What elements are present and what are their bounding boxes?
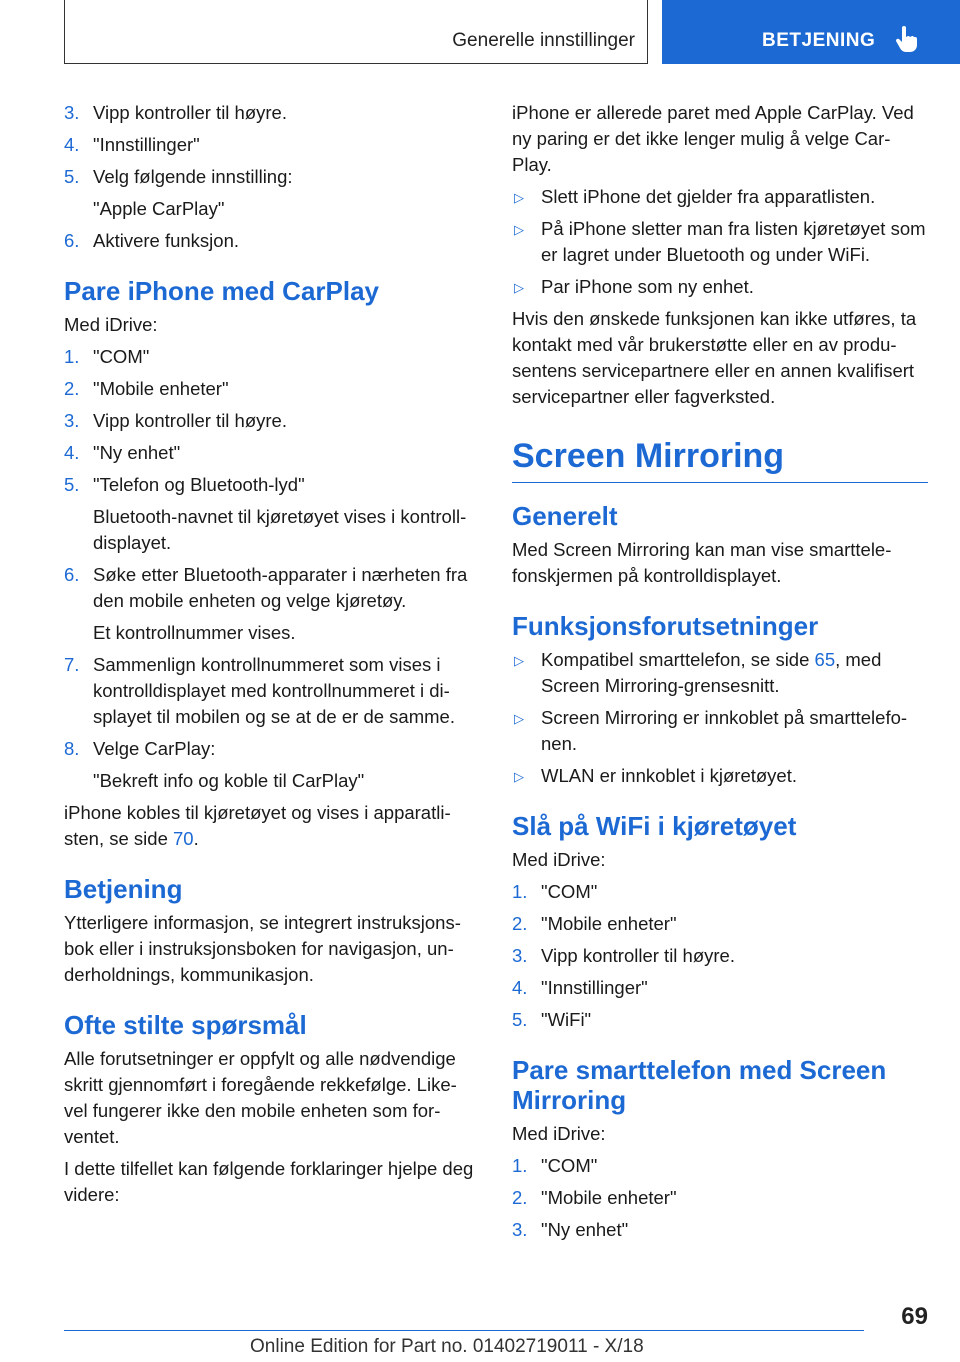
connected-text: iPhone kobles til kjøretøyet og vises i apparatli-sten, se side 70.	[64, 802, 451, 849]
triangle-bullet-icon: ▷	[514, 190, 524, 205]
faq-text: Alle forutsetninger er oppfylt og alle nødvendige skritt gjennomført i foregående rekkefølge. Like-vel fungerer ikke den mobile enheten som for-ventet.	[64, 1048, 457, 1147]
list-item: 1. "COM"	[512, 1155, 598, 1176]
list-subtext: Et kontrollnummer vises.	[93, 622, 296, 643]
triangle-bullet-icon: ▷	[514, 222, 524, 237]
list-subtext: Bluetooth-navnet til kjøretøyet vises i kontroll-displayet.	[93, 506, 467, 553]
list-item: 2. "Mobile enheter"	[512, 913, 677, 934]
list-item: 8. Velge CarPlay:	[64, 738, 216, 759]
heading-operation: Betjening	[64, 874, 183, 904]
faq-contact-text: Hvis den ønskede funksjonen kan ikke utføres, ta kontakt med vår brukerstøtte eller en av produ-sentens servicepartnere eller en annen kvalifisert servicepartner eller fagverksted.	[512, 308, 917, 407]
list-item: 5. Velg følgende innstilling:	[64, 166, 293, 187]
heading-faq: Ofte stilte spørsmål	[64, 1010, 307, 1040]
heading-pair-screen-mirroring: Pare smarttelefon med Screen Mirroring	[512, 1055, 887, 1115]
heading-general: Generelt	[512, 501, 618, 531]
footer-text: Online Edition for Part no. 01402719011 - X/18	[250, 1336, 644, 1357]
bullet-item: ▷ WLAN er innkoblet i kjøretøyet.	[512, 763, 928, 789]
list-item: 3. Vipp kontroller til høyre.	[512, 945, 735, 966]
list-item: 3. Vipp kontroller til høyre.	[64, 410, 287, 431]
list-item: 7. Sammenlign kontrollnummeret som vises i kontrolldisplayet med kontrollnummeret i di-splayet til mobilen og se at de er de samme.	[64, 654, 455, 727]
list-item: 5. "Telefon og Bluetooth-lyd"	[64, 474, 305, 495]
heading-pair-carplay: Pare iPhone med CarPlay	[64, 276, 380, 306]
operation-text: Ytterligere informasjon, se integrert instruksjons-bok eller i instruksjonsboken for navigasjon, un-derholdnings, kommunikasjon.	[64, 912, 461, 985]
heading-wifi: Slå på WiFi i kjøretøyet	[512, 811, 797, 841]
faq-continued-text: iPhone er allerede paret med Apple CarPlay. Ved ny paring er det ikke lenger mulig å velge Car-Play.	[512, 102, 914, 175]
bullet-item: ▷ Slett iPhone det gjelder fra apparatlisten.	[512, 184, 928, 210]
list-subtext: "Apple CarPlay"	[93, 198, 225, 219]
faq-text: I dette tilfellet kan følgende forklaringer hjelpe deg videre:	[64, 1158, 474, 1205]
list-item: 3. Vipp kontroller til høyre.	[64, 102, 287, 123]
right-column	[512, 100, 928, 1249]
page-link-70[interactable]: 70	[173, 828, 194, 849]
hand-pointer-icon	[894, 26, 920, 54]
header-section-title: Generelle innstillinger	[452, 30, 635, 51]
footer-divider	[64, 1330, 864, 1331]
list-item: 2. "Mobile enheter"	[512, 1187, 677, 1208]
list-item: 3. "Ny enhet"	[512, 1219, 629, 1240]
with-idrive-text: Med iDrive:	[512, 849, 606, 870]
list-item: 6. Søke etter Bluetooth-apparater i nærheten fra den mobile enheten og velge kjøretøy.	[64, 564, 468, 611]
list-item: 6. Aktivere funksjon.	[64, 230, 240, 251]
bullet-item: ▷ Kompatibel smarttelefon, se side 65, med Screen Mirroring-grensesnitt.	[514, 649, 882, 696]
list-item: 4. "Innstillinger"	[64, 134, 200, 155]
header-chapter-tab[interactable]	[662, 0, 960, 64]
heading-screen-mirroring: Screen Mirroring	[512, 436, 928, 483]
triangle-bullet-icon: ▷	[514, 711, 524, 726]
heading-prerequisites: Funksjonsforutsetninger	[512, 611, 819, 641]
header-section-box	[64, 0, 648, 64]
bullet-item: ▷ På iPhone sletter man fra listen kjøretøyet som er lagret under Bluetooth og under WiFi.	[514, 218, 926, 265]
with-idrive-text: Med iDrive:	[512, 1123, 606, 1144]
page-number: 69	[901, 1303, 928, 1330]
bullet-item: ▷ Par iPhone som ny enhet.	[512, 274, 928, 300]
bullet-item: ▷ Screen Mirroring er innkoblet på smarttelefo-nen.	[514, 707, 908, 754]
list-subtext: "Bekreft info og koble til CarPlay"	[93, 770, 365, 791]
triangle-bullet-icon: ▷	[514, 769, 524, 784]
general-text: Med Screen Mirroring kan man vise smarttele-fonskjermen på kontrolldisplayet.	[512, 539, 892, 586]
triangle-bullet-icon: ▷	[514, 653, 524, 668]
list-item: 1. "COM"	[512, 881, 598, 902]
left-column	[64, 100, 478, 1214]
list-item: 1. "COM"	[64, 346, 150, 367]
with-idrive-text: Med iDrive:	[64, 314, 158, 335]
list-item: 4. "Innstillinger"	[512, 977, 648, 998]
list-item: 5. "WiFi"	[512, 1009, 592, 1030]
header-chapter-label: BETJENING	[762, 30, 876, 51]
list-item: 2. "Mobile enheter"	[64, 378, 229, 399]
page-link-65[interactable]: 65	[814, 649, 836, 670]
triangle-bullet-icon: ▷	[514, 280, 524, 295]
list-item: 4. "Ny enhet"	[64, 442, 181, 463]
